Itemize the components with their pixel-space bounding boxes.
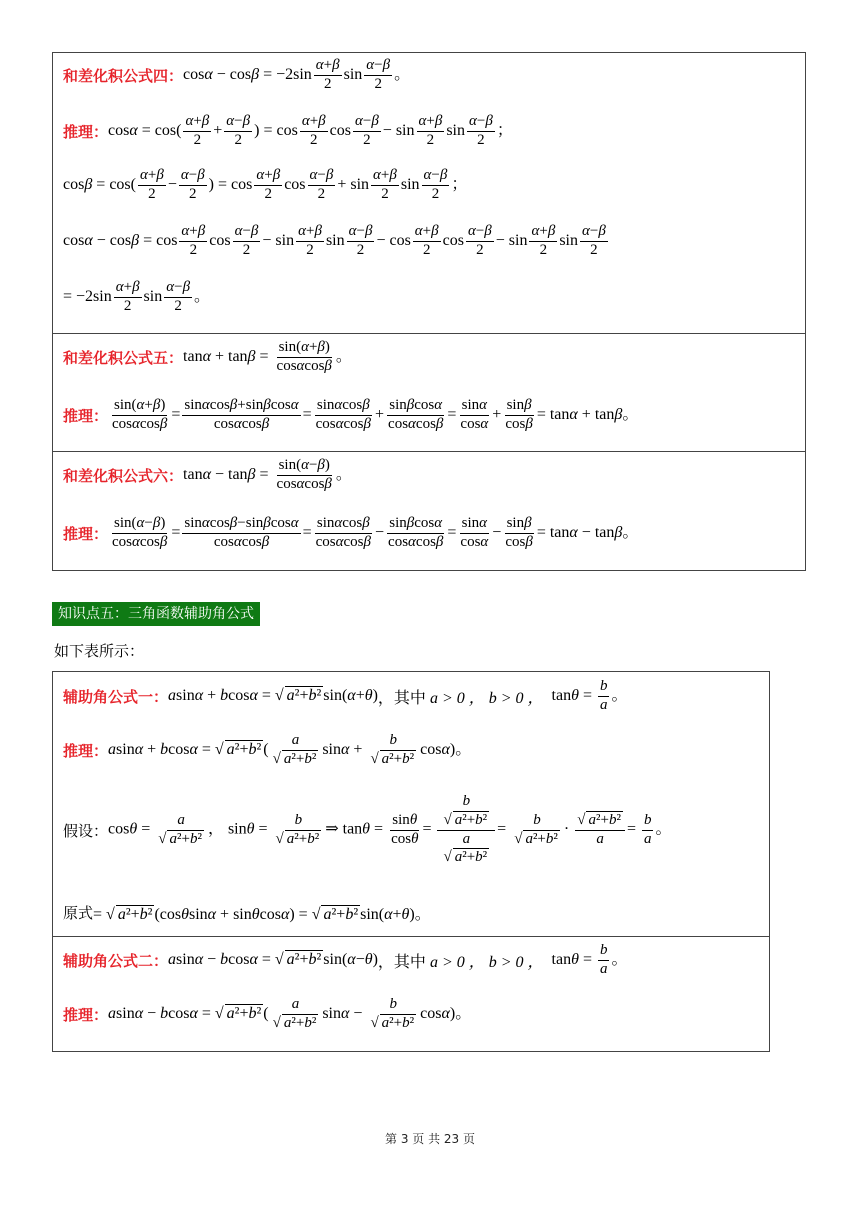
- proof-4-expr-3: cosα − cosβ = cos $\frac{\alpha+\beta}{2}$ cos $\frac{\alpha-\beta}{2}$ − sin $\frac{\alpha+\beta}{2}$ sin $\frac{\alpha-\beta}{2}$ − cos $\frac{\alpha+\beta}{2}$ cos $\frac{\alpha-\beta}{2}$ − sin $\frac{\alpha+\beta}{2}$ sin $\frac{\alpha-\beta}{2}$: [63, 222, 606, 258]
- aux-1-assume-expr: cosθ = $\frac{a}{\text{√ a²+b²}}$ ， sinθ = $\frac{b}{\text{√ a²+b²}}$ ⇒ tanθ = $\frac{\sin\theta}{\cos\theta}$ = $\frac{\frac{b}{\text{√ a²+b²}}}{\frac{a}{\text{√ a²+b²}}}$ = $\frac{b}{\text{√ a²+b²}}$ · $\frac{\text{√ a²+b²}}{a}$ = $\frac{b}{a}$ 。: [108, 793, 672, 866]
- aux-2-proof-expr: asinα − bcosα = √ a²+b² ( $\frac{a}{\text{√ a²+b²}}$ sinα − $\frac{b}{\text{√ a²+b²}}$ cosα)。: [108, 995, 472, 1031]
- aux-1-tan: tanθ = $\frac{b}{a}$ 。: [551, 677, 628, 713]
- row-divider: [53, 333, 805, 334]
- aux-1-expr: asinα + bcosα = √ a²+b² sin(α+θ): [168, 687, 378, 704]
- auxiliary-angle-table: [52, 671, 770, 1052]
- aux-2-label: 辅助角公式二：: [63, 951, 169, 970]
- formula-6-label: 和差化积公式六：: [63, 466, 184, 485]
- proof-4-expr-4: = −2sin $\frac{\alpha+\beta}{2}$ sin $\frac{\alpha-\beta}{2}$ 。: [63, 278, 211, 314]
- aux-1-assume-line: [63, 793, 672, 866]
- formula-6-line: [63, 455, 352, 495]
- formula-5-expr: tanα + tanβ = $\frac{\sin(\alpha+\beta)}{\cos\alpha\cos\beta}$ 。: [183, 338, 352, 374]
- proof-5-expr: $\frac{\sin(\alpha+\beta)}{\cos\alpha\cos\beta}$ = $\frac{\sin\alpha\cos\beta+\sin\beta\cos\alpha}{\cos\alpha\cos\beta}$ = $\frac{\sin\alpha\cos\beta}{\cos\alpha\cos\beta}$ + $\frac{\sin\beta\cos\alpha}{\cos\alpha\cos\beta}$ = $\frac{\sin\alpha}{\cos\alpha}$ + $\frac{\sin\beta}{\cos\beta}$ = tanα + tanβ。: [112, 396, 639, 432]
- proof-4-line-3: [63, 221, 610, 261]
- aux-1-orig-expr: = √ a²+b² (cosθsinα + sinθcosα) = √ a²+b² sin(α+θ)。: [93, 905, 431, 923]
- proof-6-expr: $\frac{\sin(\alpha-\beta)}{\cos\alpha\cos\beta}$ = $\frac{\sin\alpha\cos\beta-\sin\beta\cos\alpha}{\cos\alpha\cos\beta}$ = $\frac{\sin\alpha\cos\beta}{\cos\alpha\cos\beta}$ − $\frac{\sin\beta\cos\alpha}{\cos\alpha\cos\beta}$ = $\frac{\sin\alpha}{\cos\alpha}$ − $\frac{\sin\beta}{\cos\beta}$ = tanα − tanβ。: [112, 514, 639, 550]
- proof-label: 推理：: [63, 524, 109, 543]
- aux-2-where: ，其中: [377, 953, 426, 971]
- proof-4-expr-1: cosα = cos( $\frac{\alpha+\beta}{2}$ + $\frac{\alpha-\beta}{2}$ ) = cos $\frac{\alpha+\beta}{2}$ cos $\frac{\alpha-\beta}{2}$ − sin $\frac{\alpha+\beta}{2}$ sin $\frac{\alpha-\beta}{2}$ ；: [108, 112, 513, 148]
- aux-2-proof-line: [63, 994, 471, 1034]
- proof-label: 推理：: [63, 122, 109, 141]
- formula-4-line: [63, 55, 410, 95]
- proof-label: 推理：: [63, 1005, 109, 1024]
- row-divider: [53, 451, 805, 452]
- proof-label: 推理：: [63, 406, 109, 425]
- proof-label: 推理：: [63, 741, 109, 760]
- proof-4-line-1: [63, 111, 513, 151]
- formula-4-label: 和差化积公式四：: [63, 66, 184, 85]
- aux-1-where: ，其中: [377, 689, 426, 707]
- proof-5-line: [63, 395, 638, 435]
- formula-5-line: [63, 337, 352, 377]
- orig-label: 原式: [63, 903, 94, 922]
- aux-1-cond: a > 0 ， b > 0 ，: [429, 689, 544, 707]
- formula-4-expr: cosα − cosβ = −2sin $\frac{\alpha+\beta}{2}$ sin $\frac{\alpha-\beta}{2}$ 。: [183, 56, 411, 92]
- aux-1-label: 辅助角公式一：: [63, 687, 169, 706]
- formula-5-label: 和差化积公式五：: [63, 348, 184, 367]
- section-heading: 知识点五：三角函数辅助角公式: [52, 602, 260, 626]
- aux-1-proof-expr: asinα + bcosα = √ a²+b² ( $\frac{a}{\text{√ a²+b²}}$ sinα + $\frac{b}{\text{√ a²+b²}}$ cosα)。: [108, 731, 472, 767]
- aux-2-line: [63, 940, 628, 980]
- aux-1-orig-line: [63, 892, 431, 932]
- proof-4-line-4: [63, 277, 210, 317]
- aux-2-cond: a > 0 ， b > 0 ，: [429, 953, 544, 971]
- aux-1-line: [63, 676, 628, 716]
- proof-4-expr-2: cosβ = cos( $\frac{\alpha+\beta}{2}$ − $\frac{\alpha-\beta}{2}$ ) = cos $\frac{\alpha+\beta}{2}$ cos $\frac{\alpha-\beta}{2}$ + sin $\frac{\alpha+\beta}{2}$ sin $\frac{\alpha-\beta}{2}$ ；: [63, 166, 468, 202]
- sum-to-product-table: [52, 52, 806, 571]
- assume-label: 假设：: [63, 821, 109, 840]
- page-footer: 第 3 页 共 23 页: [385, 1132, 475, 1146]
- proof-4-line-2: [63, 165, 467, 205]
- section-intro: 如下表所示：: [54, 642, 145, 660]
- aux-2-tan: tanθ = $\frac{b}{a}$ 。: [551, 941, 628, 977]
- formula-6-expr: tanα − tanβ = $\frac{\sin(\alpha-\beta)}{\cos\alpha\cos\beta}$ 。: [183, 456, 352, 492]
- proof-6-line: [63, 513, 638, 553]
- row-divider: [53, 936, 769, 937]
- aux-2-expr: asinα − bcosα = √ a²+b² sin(α−θ): [168, 951, 378, 968]
- aux-1-proof-line: [63, 730, 471, 770]
